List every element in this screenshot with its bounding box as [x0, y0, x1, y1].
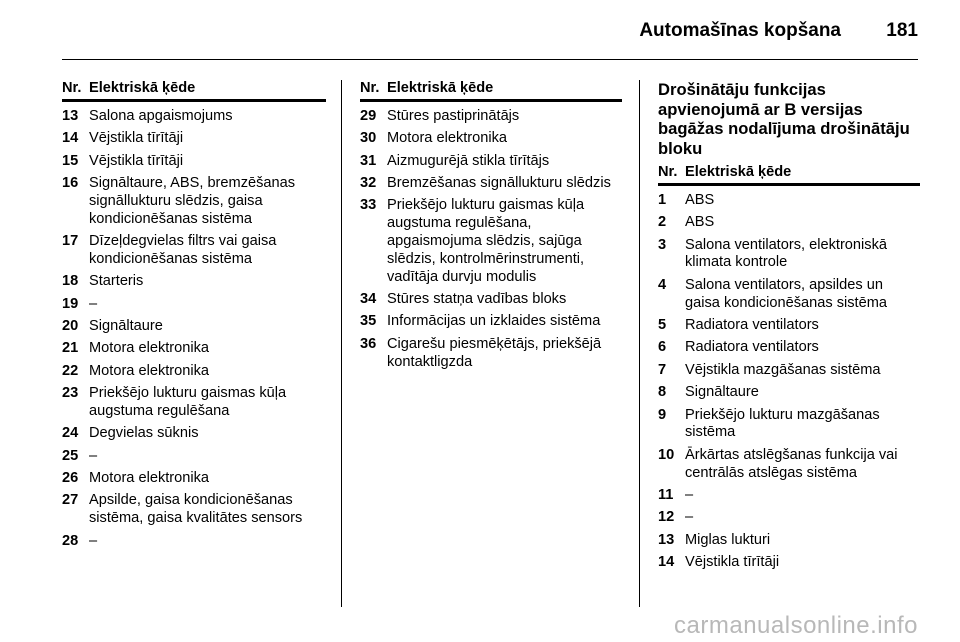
header-circuit: Elektriskā ķēde: [89, 80, 196, 96]
circuit-description: ABS: [685, 191, 715, 208]
table-row: [62, 533, 326, 551]
circuit-description: Signāltaure: [89, 317, 163, 334]
table-row: [658, 339, 920, 357]
circuit-description: Signāltaure, ABS, bremzēšanas signāllukturu slēdzis, gaisa kondicionēšanas sistēma: [89, 174, 296, 227]
fuse-number: 14: [62, 130, 79, 147]
circuit-description: Starteris: [89, 273, 144, 290]
fuse-number: 27: [62, 492, 79, 509]
table-row: [360, 197, 622, 286]
circuit-description: Motora elektronika: [89, 362, 210, 379]
table-row: [62, 340, 326, 358]
fuse-number: 15: [62, 152, 79, 169]
circuit-description: –: [89, 447, 98, 464]
table-row: [360, 291, 622, 309]
fuse-number: 26: [62, 470, 79, 487]
header-nr: Nr.: [360, 80, 380, 96]
fuse-number: 32: [360, 174, 377, 191]
table-row: [62, 318, 326, 336]
header-nr: Nr.: [658, 164, 678, 180]
table-row: [62, 175, 326, 228]
section-title: Drošinātāju funkcijas apvienojumā ar B versijas bagāžas nodalījuma drošinātāju bloku: [658, 80, 910, 158]
circuit-description: Cigarešu piesmēķētājs, priekšējā kontaktligzda: [387, 335, 602, 370]
table-header: [62, 80, 326, 102]
fuse-number: 3: [658, 236, 667, 253]
column-divider-2: [639, 80, 640, 607]
fuse-number: 24: [62, 425, 79, 442]
fuse-number: 23: [62, 385, 79, 402]
column-divider-1: [341, 80, 342, 607]
table-row: [62, 108, 326, 126]
fuse-number: 11: [658, 486, 674, 503]
circuit-description: Priekšējo lukturu gaismas kūļa augstuma regulēšana: [89, 385, 287, 419]
circuit-description: Vējstikla tīrītāji: [685, 554, 780, 571]
table-row: [360, 108, 622, 126]
circuit-description: Miglas lukturi: [685, 531, 771, 548]
fuse-number: 14: [658, 554, 675, 571]
fuse-number: 6: [658, 339, 667, 356]
fuse-table-column-1: [62, 80, 326, 555]
fuse-number: 25: [62, 447, 79, 464]
circuit-description: Apsilde, gaisa kondicionēšanas sistēma, gaisa kvalitātes sensors: [89, 492, 303, 527]
table-row: [360, 153, 622, 171]
table-row: [360, 336, 622, 372]
circuit-description: Salona ventilators, elektroniskā klimata kontrole: [685, 236, 887, 271]
table-row: [62, 153, 326, 171]
fuse-number: 19: [62, 295, 79, 312]
circuit-description: Priekšējo lukturu gaismas kūļa augstuma regulēšana, apgaismojuma slēdzis, sajūga slēdzis, kontrolmērinstrumenti, vadītāja durvju modulis: [387, 197, 585, 285]
table-row: [658, 384, 920, 402]
fuse-number: 20: [62, 317, 79, 334]
page-title: Automašīnas kopšana: [639, 20, 841, 41]
circuit-description: Vējstikla tīrītāji: [89, 130, 184, 147]
fuse-number: 35: [360, 313, 377, 330]
table-row: [658, 407, 920, 443]
table-row: [62, 385, 326, 421]
circuit-description: Signāltaure: [685, 384, 759, 401]
circuit-description: Dīzeļdegvielas filtrs vai gaisa kondicionēšanas sistēma: [89, 232, 277, 267]
fuse-number: 31: [360, 152, 377, 169]
header-circuit: Elektriskā ķēde: [387, 80, 494, 96]
table-row: [62, 233, 326, 269]
fuse-number: 12: [658, 509, 675, 526]
fuse-number: 7: [658, 361, 667, 378]
table-row: [62, 448, 326, 466]
fuse-number: 9: [658, 406, 667, 423]
table-row: [658, 554, 920, 572]
table-row: [658, 317, 920, 335]
fuse-number: 28: [62, 532, 79, 549]
fuse-number: 21: [62, 340, 79, 357]
fuse-number: 10: [658, 446, 675, 463]
circuit-description: Vējstikla tīrītāji: [89, 152, 184, 169]
circuit-description: –: [685, 486, 694, 503]
circuit-description: Salona apgaismojums: [89, 107, 233, 124]
fuse-number: 29: [360, 107, 377, 124]
circuit-description: Informācijas un izklaides sistēma: [387, 313, 601, 330]
fuse-number: 5: [658, 316, 667, 333]
table-row: [658, 277, 920, 313]
header-circuit: Elektriskā ķēde: [685, 164, 792, 180]
circuit-description: Stūres pastiprinātājs: [387, 107, 520, 124]
fuse-table-column-2: [360, 80, 622, 376]
table-row: [658, 214, 920, 232]
table-row: [360, 313, 622, 331]
table-row: [62, 470, 326, 488]
circuit-description: Bremzēšanas signāllukturu slēdzis: [387, 174, 611, 191]
table-row: [62, 492, 326, 528]
circuit-description: Stūres statņa vadības bloks: [387, 290, 567, 307]
circuit-description: –: [89, 532, 98, 549]
fuse-number: 33: [360, 197, 377, 214]
fuse-number: 30: [360, 130, 377, 147]
page-number: 181: [886, 20, 918, 41]
circuit-description: Motora elektronika: [387, 130, 508, 147]
fuse-number: 4: [658, 276, 667, 293]
fuse-table-column-3: [658, 80, 920, 576]
fuse-number: 34: [360, 290, 377, 307]
circuit-description: Degvielas sūknis: [89, 425, 199, 442]
table-row: [658, 237, 920, 273]
circuit-description: Motora elektronika: [89, 470, 210, 487]
circuit-description: Ārkārtas atslēgšanas funkcija vai centrālās atslēgas sistēma: [685, 446, 898, 481]
circuit-description: Radiatora ventilators: [685, 339, 819, 356]
table-row: [62, 296, 326, 314]
table-body: [62, 108, 326, 551]
circuit-description: Priekšējo lukturu mazgāšanas sistēma: [685, 406, 880, 441]
table-row: [658, 509, 920, 527]
table-row: [658, 192, 920, 210]
circuit-description: ABS: [685, 214, 715, 231]
page-header: [0, 0, 960, 60]
table-row: [62, 130, 326, 148]
circuit-description: Motora elektronika: [89, 340, 210, 357]
fuse-number: 16: [62, 174, 79, 191]
circuit-description: –: [685, 509, 694, 526]
table-body: [360, 108, 622, 372]
fuse-number: 8: [658, 384, 667, 401]
table-row: [658, 362, 920, 380]
circuit-description: Salona ventilators, apsildes un gaisa kondicionēšanas sistēma: [685, 276, 887, 311]
table-row: [360, 175, 622, 193]
table-header: [658, 164, 920, 186]
header-nr: Nr.: [62, 80, 82, 96]
table-row: [658, 532, 920, 550]
watermark: carmanualsonline.info: [674, 612, 918, 639]
table-row: [658, 487, 920, 505]
fuse-number: 18: [62, 273, 79, 290]
fuse-number: 36: [360, 335, 377, 352]
header-divider: [62, 59, 918, 60]
fuse-number: 1: [658, 191, 667, 208]
table-row: [658, 447, 920, 483]
circuit-description: –: [89, 295, 98, 312]
circuit-description: Aizmugurējā stikla tīrītājs: [387, 152, 550, 169]
table-body: [658, 192, 920, 572]
circuit-description: Radiatora ventilators: [685, 316, 819, 333]
fuse-number: 2: [658, 214, 667, 231]
table-row: [62, 273, 326, 291]
fuse-number: 17: [62, 232, 79, 249]
fuse-number: 13: [62, 107, 79, 124]
table-row: [62, 363, 326, 381]
table-row: [360, 130, 622, 148]
table-header: [360, 80, 622, 102]
fuse-number: 13: [658, 531, 675, 548]
circuit-description: Vējstikla mazgāšanas sistēma: [685, 361, 881, 378]
fuse-number: 22: [62, 362, 79, 379]
table-row: [62, 425, 326, 443]
